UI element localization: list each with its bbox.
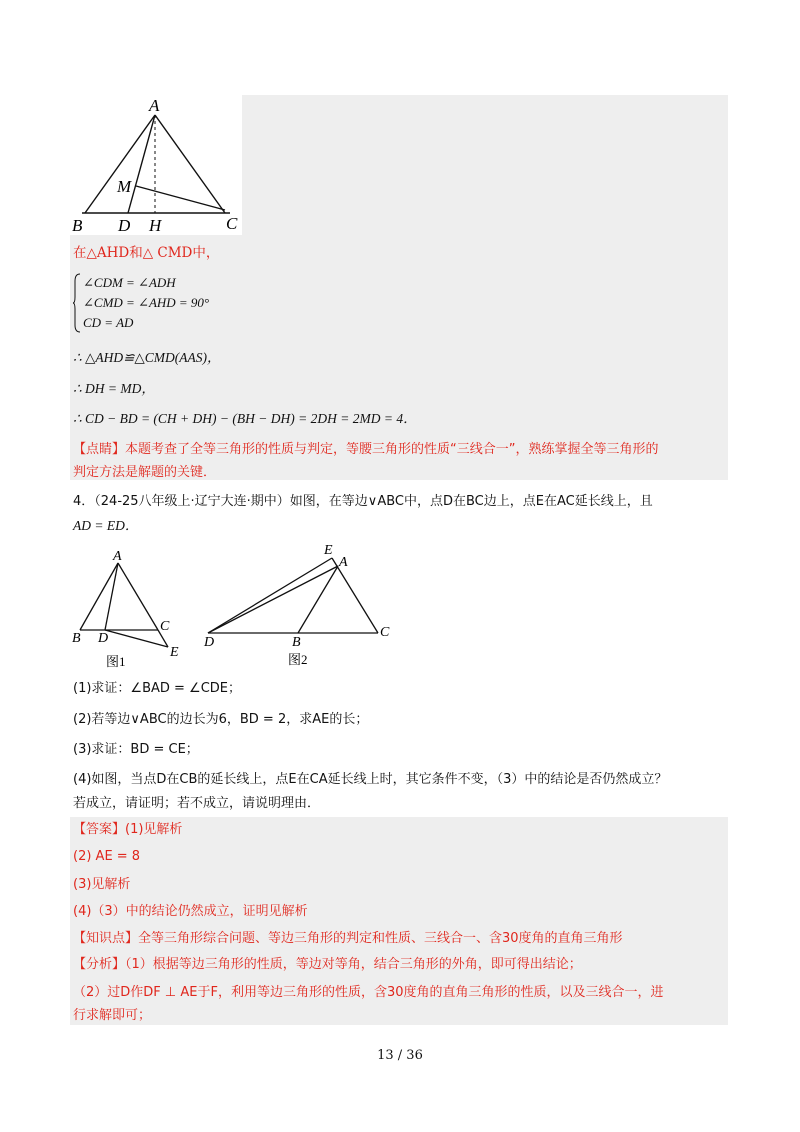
system-eq-3: CD = AD [83,315,134,330]
fig-b-caption: 图2 [288,652,308,667]
fig-b-label-D: D [204,635,215,650]
solution-line-2: ∴ △AHD≌△CMD(AAS)， [73,350,221,365]
analysis-line-2: （2）过D作DF ⊥ AE于F，利用等边三角形的性质，含30度角的直角三角形的性质，以及三线合一，进 [73,985,664,1000]
fig-a-caption: 图1 [106,654,126,669]
question-4-line-2: 若成立，请证明；若不成立，请说明理由． [73,796,321,811]
fig-a-label-D: D [98,631,109,646]
label-H: H [149,216,162,235]
answer-3: (3)见解析 [73,877,131,892]
problem-4-figure-1-svg [70,545,190,670]
figure-triangle-abc-svg [70,95,242,235]
problem-4-figure-2-svg [200,540,400,670]
comment-text-1: 本题考查了全等三角形的性质与判定，等腰三角形的性质“三线合一”，熟练掌握全等三角形的 [125,442,659,457]
problem-4-figure-1 [70,545,190,670]
page-number: 13 / 36 [377,1048,423,1063]
label-M: M [117,177,132,196]
question-2: (2)若等边∨ABC的边长为6，BD = 2，求AE的长； [73,712,369,727]
system-eq-2: ∠CMD = ∠AHD = 90° [83,295,210,310]
problem-4-stem: 4．（24-25八年级上·辽宁大连·期中）如图，在等边∨ABC中，点D在BC边上，点E在AC延长线上，且 [73,494,653,509]
fig-b-label-E: E [324,543,333,558]
fig-a-label-A: A [113,549,122,564]
comment-line-1 [73,441,659,459]
brace-icon [73,273,81,333]
fig-a-label-C: C [160,619,170,634]
analysis-line-1: 【分析】（1）根据等边三角形的性质，等边对等角，结合三角形的外角，即可得出结论； [73,957,582,972]
label-B: B [72,216,83,235]
solution-line-3: ∴ DH = MD， [73,381,155,396]
label-C: C [226,214,238,233]
figure-triangle-abc [70,95,242,235]
question-3: (3)求证：BD = CE； [73,742,199,757]
comment-line-2: 判定方法是解题的关键． [73,465,217,480]
fig-b-label-C: C [380,625,390,640]
solution-line-1: 在△AHD和△ CMD中， [73,245,220,261]
problem-4-condition: AD = ED． [73,518,139,533]
question-1: (1)求证：∠BAD = ∠CDE； [73,681,242,696]
comment-tag: 【点睛】 [73,442,126,457]
question-4-line-1: (4)如图，当点D在CB的延长线上，点E在CA延长线上时，其它条件不变，（3）中的结论是否仍然成立？ [73,772,668,787]
fig-a-label-B: B [72,631,81,646]
answer-4: (4)（3）中的结论仍然成立，证明见解析 [73,904,308,919]
analysis-line-3: 行求解即可； [73,1008,152,1023]
label-D: D [118,216,131,235]
problem-4-figure-2 [200,540,400,670]
equation-system [73,273,223,335]
answer-1: 【答案】(1)见解析 [73,822,183,837]
fig-b-label-A: A [339,555,348,570]
fig-a-label-E: E [170,645,179,660]
solution-line-4: ∴ CD − BD = (CH + DH) − (BH − DH) = 2DH = 2MD = 4． [73,411,417,426]
fig-b-label-B: B [292,635,301,650]
label-A: A [149,96,160,115]
system-eq-1: ∠CDM = ∠ADH [83,275,176,290]
answer-2: (2) AE = 8 [73,849,141,864]
knowledge-points: 【知识点】全等三角形综合问题、等边三角形的判定和性质、三线合一、含30度角的直角三角形 [73,931,623,946]
